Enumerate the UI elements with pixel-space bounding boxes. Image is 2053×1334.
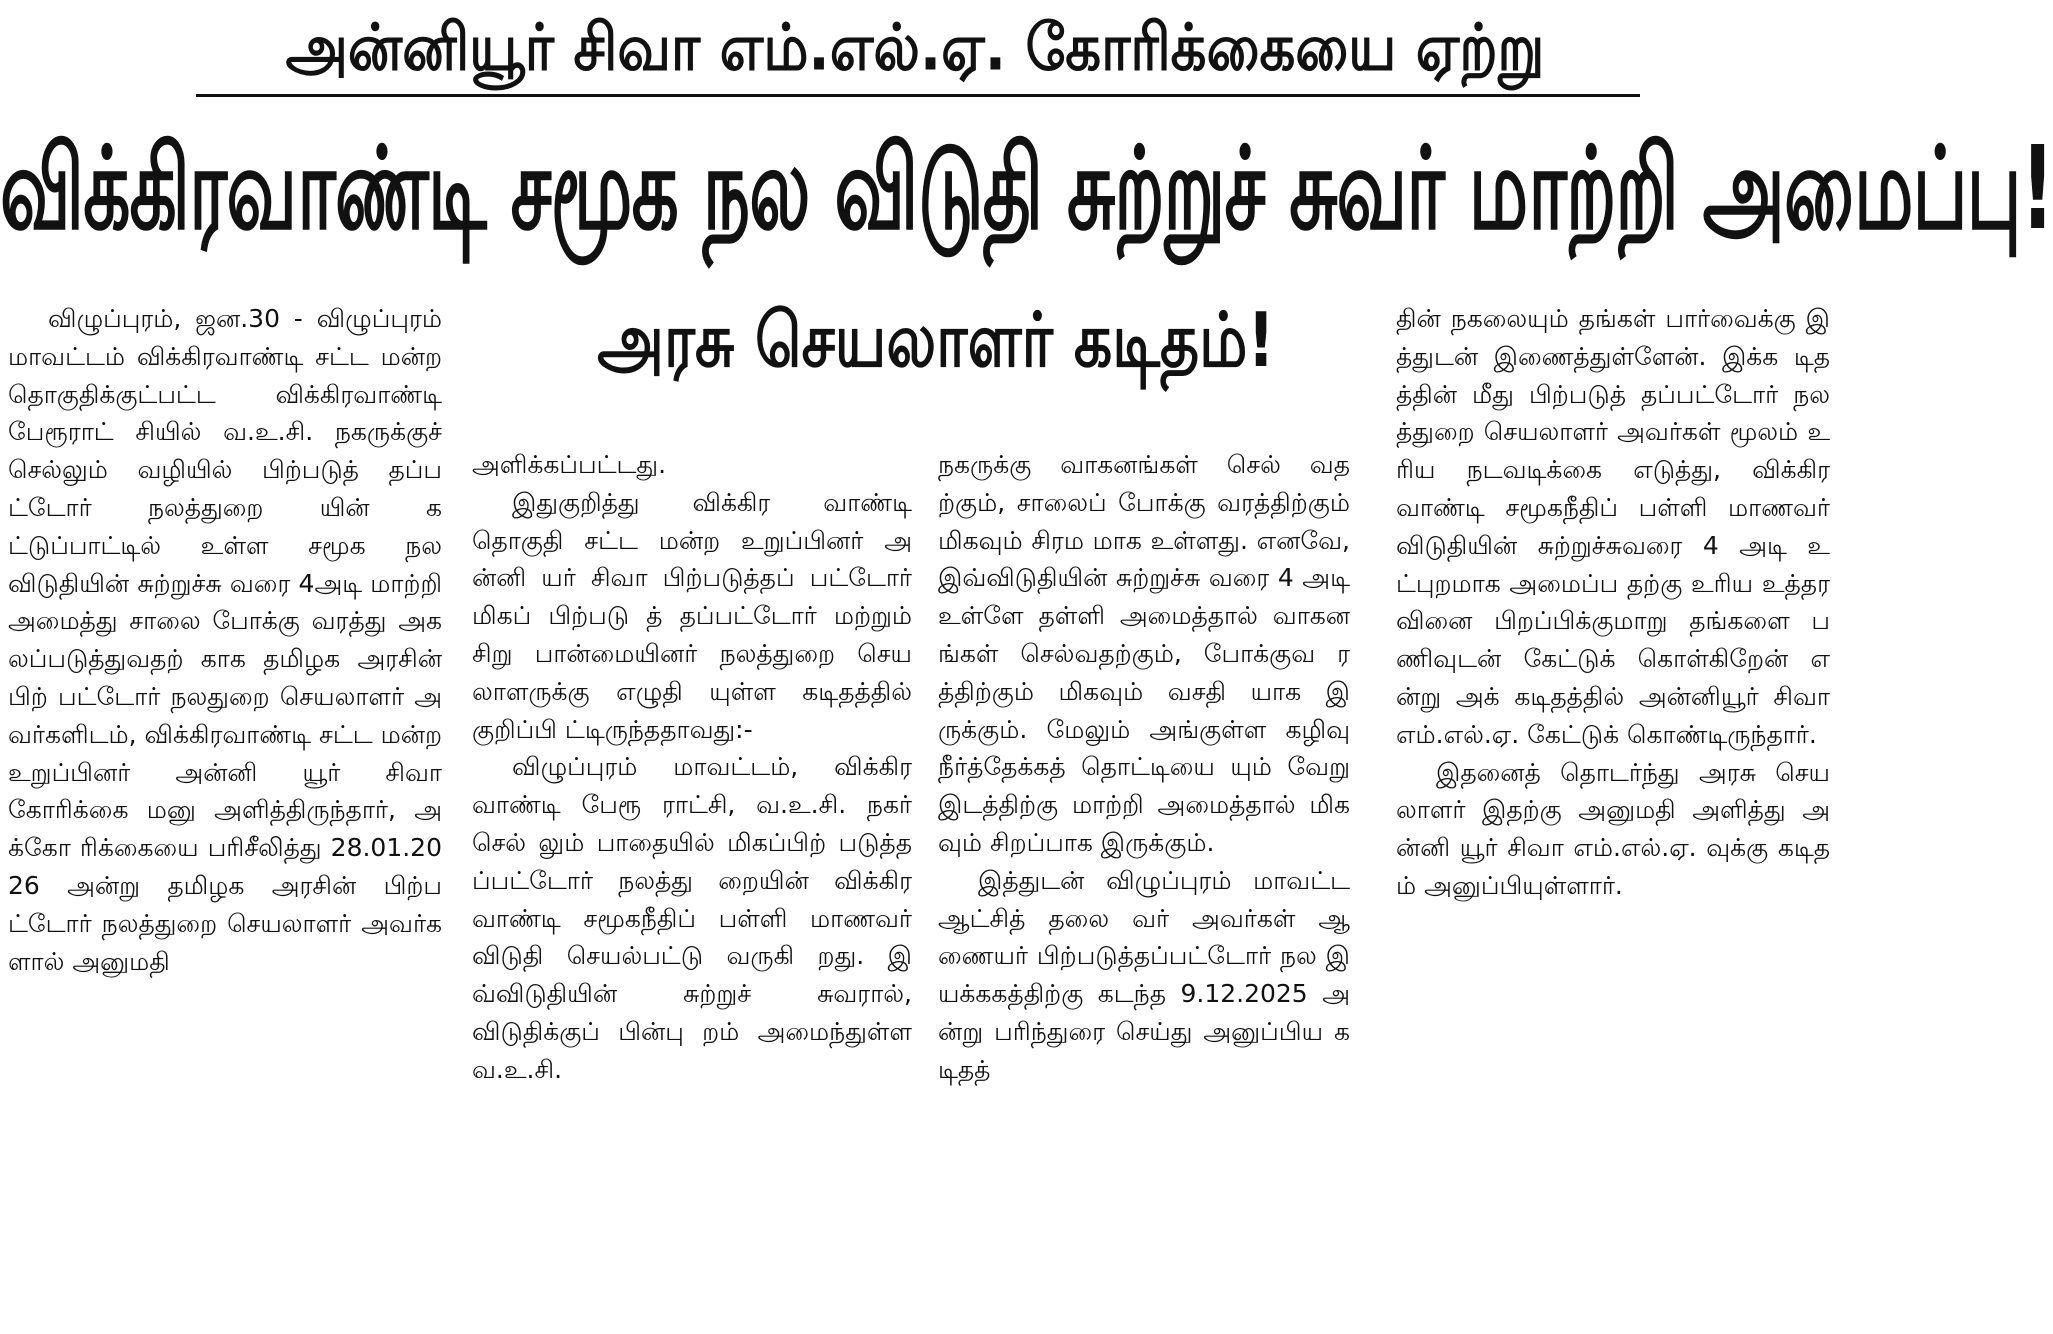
column-2-paragraph-1: அளிக்கப்பட்டது. [472, 450, 667, 479]
column-3-paragraph-1: நகருக்கு வாகனங்கள் செல் வதற்கும், சாலைப் போக்கு வரத்திற்கும் மிகவும் சிரம மாக உள்ளது. எனவே, இவ்விடுதியின் சுற்றுச்சு வரை 4 அடி உள்ளே தள்ளி அமைத்தால் வாகனங்கள் செல்வதற்கும், போக்குவ ரத்திற்கும் மிகவும் வசதி யாக இருக்கும். மேலும் அங்குள்ள கழிவு நீர்த்தேக்கத் தொட்டியை யும் வேறு இடத்திற்கு மாற்றி அமைத்தால் மிக வும் சிறப்பாக இருக்கும். [938, 450, 1350, 857]
kicker-headline: அன்னியூர் சிவா எம்.எல்.ஏ. கோரிக்கையை ஏற்று [285, 11, 1545, 86]
column-3-paragraph-2: இத்துடன் விழுப்புரம் மாவட்ட ஆட்சித் தலை வர் அவர்கள் ஆணையர் பிற்படுத்தப்பட்டோர் நல இயக்ககத்திற்கு கடந்த 9.12.2025 அன்று பரிந்துரை செய்து அனுப்பிய கடிதத் [938, 865, 1350, 1084]
article-column-3 [938, 446, 1350, 1330]
sub-headline: அரசு செயலாளர் கடிதம்! [597, 297, 1275, 385]
column-2-paragraph-2: இதுகுறித்து விக்கிர வாண்டி தொகுதி சட்ட மன்ற உறுப்பினர் அன்னி யர் சிவா பிற்படுத்தப் பட்டோர் மிகப் பிற்படு த் தப்பட்டோர் மற்றும் சிறு பான்மையினர் நலத்துறை செயலாளருக்கு எழுதி யுள்ள கடிதத்தில் குறிப்பி ட்டிருந்ததாவது:- [472, 487, 912, 744]
article-column-4 [1396, 300, 1830, 1330]
column-1-paragraph-1: விழுப்புரம், ஜன.30 - விழுப்புரம் மாவட்டம் விக்கிரவாண்டி சட்ட மன்ற தொகுதிக்குட்பட்ட விக்கிரவாண்டி பேரூராட் சியில் வ.உ.சி. நகருக்குச் செல்லும் வழியில் பிற்படுத் தப்பட்டோர் நலத்துறை யின் கட்டுப்பாட்டில் உள்ள சமூக நல விடுதியின் சுற்றுச்சு வரை 4அடி மாற்றி அமைத்து சாலை போக்கு வரத்து அகலப்படுத்துவதற் காக தமிழக அரசின் பிற் பட்டோர் நலதுறை செயலாளர் அவர்களிடம், விக்கிரவாண்டி சட்ட மன்ற உறுப்பினர் அன்னி யூர் சிவா கோரிக்கை மனு அளித்திருந்தார், அக்கோ ரிக்கையை பரிசீலித்து 28.01.2026 அன்று தமிழக அரசின் பிற்பட்டோர் நலத்துறை செயலாளர் அவர்களால் அனுமதி [8, 304, 442, 976]
article-column-2 [472, 446, 912, 1330]
column-2-paragraph-3: விழுப்புரம் மாவட்டம், விக்கிரவாண்டி பேரூ ராட்சி, வ.உ.சி. நகர் செல் லும் பாதையில் மிகப்பிற் படுத்தப்பட்டோர் நலத்து றையின் விக்கிரவாண்டி சமூகநீதிப் பள்ளி மாணவர் விடுதி செயல்பட்டு வருகி றது. இவ்விடுதியின் சுற்றுச் சுவரால், விடுதிக்குப் பின்பு றம் அமைந்துள்ள வ.உ.சி. [472, 752, 912, 1084]
article-column-1 [8, 300, 442, 1330]
column-4-paragraph-2: இதனைத் தொடர்ந்து அரசு செயலாளர் இதற்கு அனுமதி அளித்து அன்னி யூர் சிவா எம்.எல்.ஏ. வுக்கு கடிதம் அனுப்பியுள்ளார். [1396, 757, 1830, 900]
column-4-paragraph-1: தின் நகலையும் தங்கள் பார்வைக்கு இத்துடன் இணைத்துள்ளேன். இக்க டிதத்தின் மீது பிற்படுத் தப்பட்டோர் நலத்துறை செயலாளர் அவர்கள் மூலம் உரிய நடவடிக்கை எடுத்து, விக்கிரவாண்டி சமூகநீதிப் பள்ளி மாணவர் விடுதியின் சுற்றுச்சுவரை 4 அடி உட்புறமாக அமைப்ப தற்கு உரிய உத்தரவினை பிறப்பிக்குமாறு தங்களை பணிவுடன் கேட்டுக் கொள்கிறேன் என்று அக் கடிதத்தில் அன்னியூர் சிவா எம்.எல்.ஏ. கேட்டுக் கொண்டிருந்தார். [1396, 304, 1830, 749]
main-headline: விக்கிரவாண்டி சமூக நல விடுதி சுற்றுச் சுவர் மாற்றி அமைப்பு! [0, 122, 2053, 256]
